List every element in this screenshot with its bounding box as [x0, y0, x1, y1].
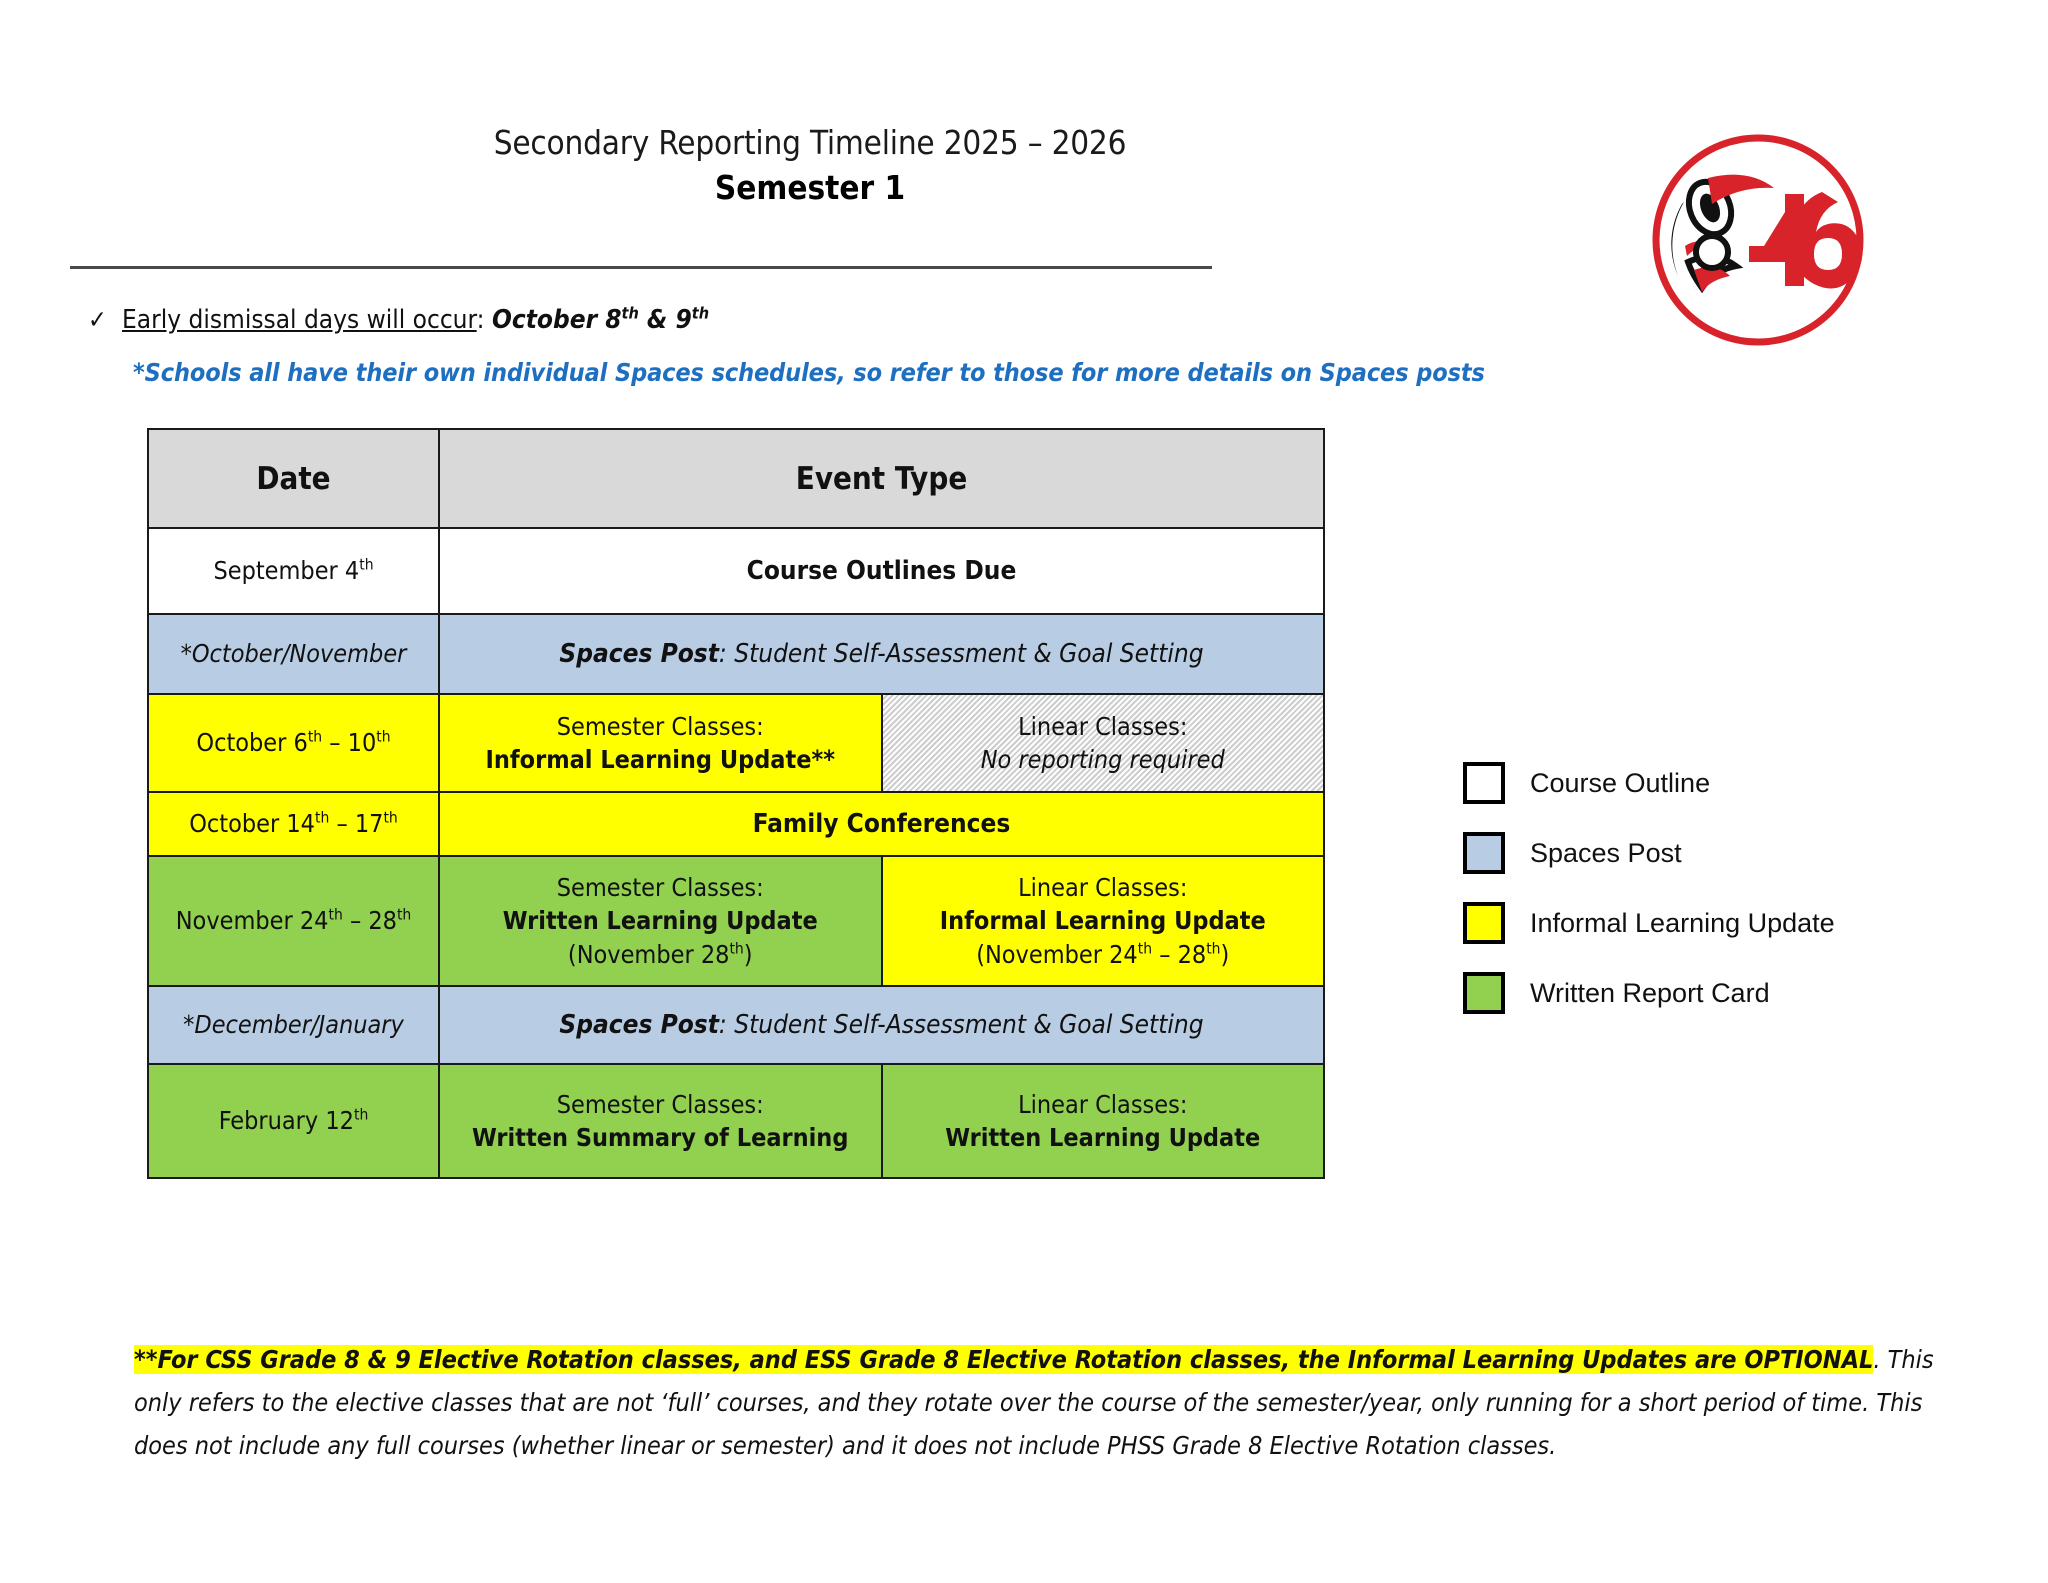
- footnote-rest: . This only refers to the elective classes that are not ‘full’ courses, and they rotate over the course of the semester/year, only running for a short period of time. This does not include any full courses (whether linear or semester) and it does not include PHSS Grade 8 Elective Rotation classes.: [134, 1345, 1934, 1460]
- row-date-suffix-2: th: [376, 728, 391, 747]
- row-date-suffix: th: [307, 728, 323, 747]
- footnote: [134, 1338, 1934, 1467]
- row-date-text: October 6: [196, 728, 308, 758]
- semester-date-pre: (November 28: [567, 939, 730, 969]
- spaces-schedule-note: *Schools all have their own individual Spaces schedules, so refer to those for more details on Spaces posts: [133, 358, 1485, 387]
- legend-label-course-outline: Course Outline: [1530, 767, 1711, 798]
- row-date-text-2: – 28: [342, 906, 397, 936]
- legend-item-course-outline: [1463, 748, 1835, 818]
- semester-date-post: ): [743, 939, 753, 969]
- header-divider: [70, 266, 1212, 269]
- row-date-suffix-2: th: [383, 809, 398, 828]
- linear-classes-date: [883, 938, 1324, 971]
- semester-classes-value: Informal Learning Update**: [485, 745, 836, 774]
- semester-classes-value: Written Learning Update: [502, 906, 818, 936]
- legend-label-written-report-card: Written Report Card: [1530, 977, 1770, 1008]
- legend-item-written-report-card: [1463, 958, 1835, 1028]
- legend-label-informal-learning-update: Informal Learning Update: [1530, 907, 1835, 938]
- row-event: [439, 986, 1324, 1064]
- row-date-suffix: th: [328, 906, 343, 925]
- row-event-linear: [882, 1064, 1325, 1178]
- row-date: [148, 856, 439, 986]
- dismissal-ampersand: &: [638, 305, 676, 335]
- row-event-linear: [882, 694, 1325, 792]
- row-date-text-2: – 17: [329, 809, 384, 839]
- legend-swatch-spaces-post: [1463, 832, 1505, 874]
- legend-label-spaces-post: Spaces Post: [1530, 837, 1682, 868]
- early-dismissal-dates: [492, 305, 709, 335]
- table-header-row: [148, 429, 1324, 528]
- legend-swatch-informal-learning-update: [1463, 902, 1505, 944]
- row-date: [148, 1064, 439, 1178]
- row-event-semester: [439, 1064, 882, 1178]
- linear-date-suffix: th: [1137, 939, 1153, 958]
- row-date-text: February 12: [218, 1106, 354, 1136]
- linear-classes-value: Written Learning Update: [945, 1123, 1261, 1152]
- row-event-linear: [882, 856, 1325, 986]
- column-header-date: Date: [148, 429, 439, 528]
- row-event-semester: [439, 856, 882, 986]
- row-event: [439, 614, 1324, 694]
- legend-swatch-course-outline: [1463, 762, 1505, 804]
- footnote-highlighted: **For CSS Grade 8 & 9 Elective Rotation classes, and ESS Grade 8 Elective Rotation classes, the Informal Learning Updates are OPTIONAL: [134, 1345, 1874, 1374]
- page-title: Secondary Reporting Timeline 2025 – 2026: [493, 123, 1127, 162]
- column-header-event-type: Event Type: [439, 429, 1324, 528]
- row-date-suffix: th: [359, 556, 374, 575]
- row-date: *December/January: [148, 986, 439, 1064]
- row-date-suffix: th: [315, 809, 330, 828]
- row-date: [148, 694, 439, 792]
- reporting-timeline-table: [147, 428, 1325, 1179]
- school-district-46-logo: [1652, 134, 1864, 346]
- dismissal-day-1-suffix: th: [621, 303, 639, 323]
- linear-date-suffix-2: th: [1206, 939, 1221, 958]
- table-row: [148, 792, 1324, 856]
- table-row: [148, 1064, 1324, 1178]
- row-date-text: October 14: [189, 809, 315, 839]
- row-date: *October/November: [148, 614, 439, 694]
- semester-classes-value: Written Summary of Learning: [472, 1123, 849, 1152]
- checkmark-icon: ✓: [88, 305, 107, 334]
- dismissal-day-2: 9: [675, 305, 692, 335]
- dismissal-month: October: [491, 305, 606, 335]
- legend-item-spaces-post: [1463, 818, 1835, 888]
- linear-classes-value: No reporting required: [980, 745, 1225, 774]
- row-event-label: Spaces Post: [559, 1009, 719, 1040]
- linear-date-post: ): [1220, 939, 1230, 969]
- row-event-rest: : Student Self-Assessment & Goal Setting: [718, 638, 1204, 669]
- row-date: [148, 528, 439, 614]
- table-row: [148, 986, 1324, 1064]
- early-dismissal-label: Early dismissal days will occur: [122, 305, 477, 335]
- linear-classes-label: Linear Classes:: [1018, 711, 1188, 741]
- early-dismissal-separator: :: [476, 305, 492, 335]
- table-row: [148, 694, 1324, 792]
- legend-swatch-written-report-card: [1463, 972, 1505, 1014]
- row-event-rest: : Student Self-Assessment & Goal Setting: [718, 1009, 1204, 1040]
- legend-item-informal-learning-update: [1463, 888, 1835, 958]
- row-date-suffix: th: [353, 1106, 369, 1125]
- page-subtitle: Semester 1: [714, 168, 906, 208]
- dismissal-day-1: 8: [605, 305, 622, 335]
- row-date-suffix-2: th: [396, 906, 412, 925]
- table-row: [148, 614, 1324, 694]
- semester-date-suffix: th: [729, 939, 744, 958]
- early-dismissal-note: [88, 305, 709, 335]
- linear-classes-label: Linear Classes:: [1018, 873, 1188, 903]
- document-header: [70, 122, 1550, 210]
- row-date-text: November 24: [175, 906, 329, 936]
- dismissal-day-2-suffix: th: [691, 303, 710, 323]
- table-row: [148, 528, 1324, 614]
- row-event: Family Conferences: [439, 792, 1324, 856]
- linear-classes-label: Linear Classes:: [1018, 1089, 1188, 1119]
- row-event-semester: [439, 694, 882, 792]
- linear-date-mid: – 28: [1152, 939, 1207, 969]
- table-row: [148, 856, 1324, 986]
- semester-classes-label: Semester Classes:: [556, 873, 764, 903]
- semester-classes-label: Semester Classes:: [556, 1089, 764, 1119]
- semester-classes-date: [440, 938, 881, 971]
- row-date-text-2: – 10: [322, 728, 377, 758]
- row-event: Course Outlines Due: [439, 528, 1324, 614]
- linear-date-pre: (November 24: [976, 939, 1138, 969]
- legend: [1463, 748, 1835, 1028]
- semester-classes-label: Semester Classes:: [556, 711, 764, 741]
- row-event-label: Spaces Post: [559, 638, 719, 669]
- row-date-text: September 4: [213, 556, 360, 586]
- linear-classes-value: Informal Learning Update: [939, 906, 1266, 936]
- row-date: [148, 792, 439, 856]
